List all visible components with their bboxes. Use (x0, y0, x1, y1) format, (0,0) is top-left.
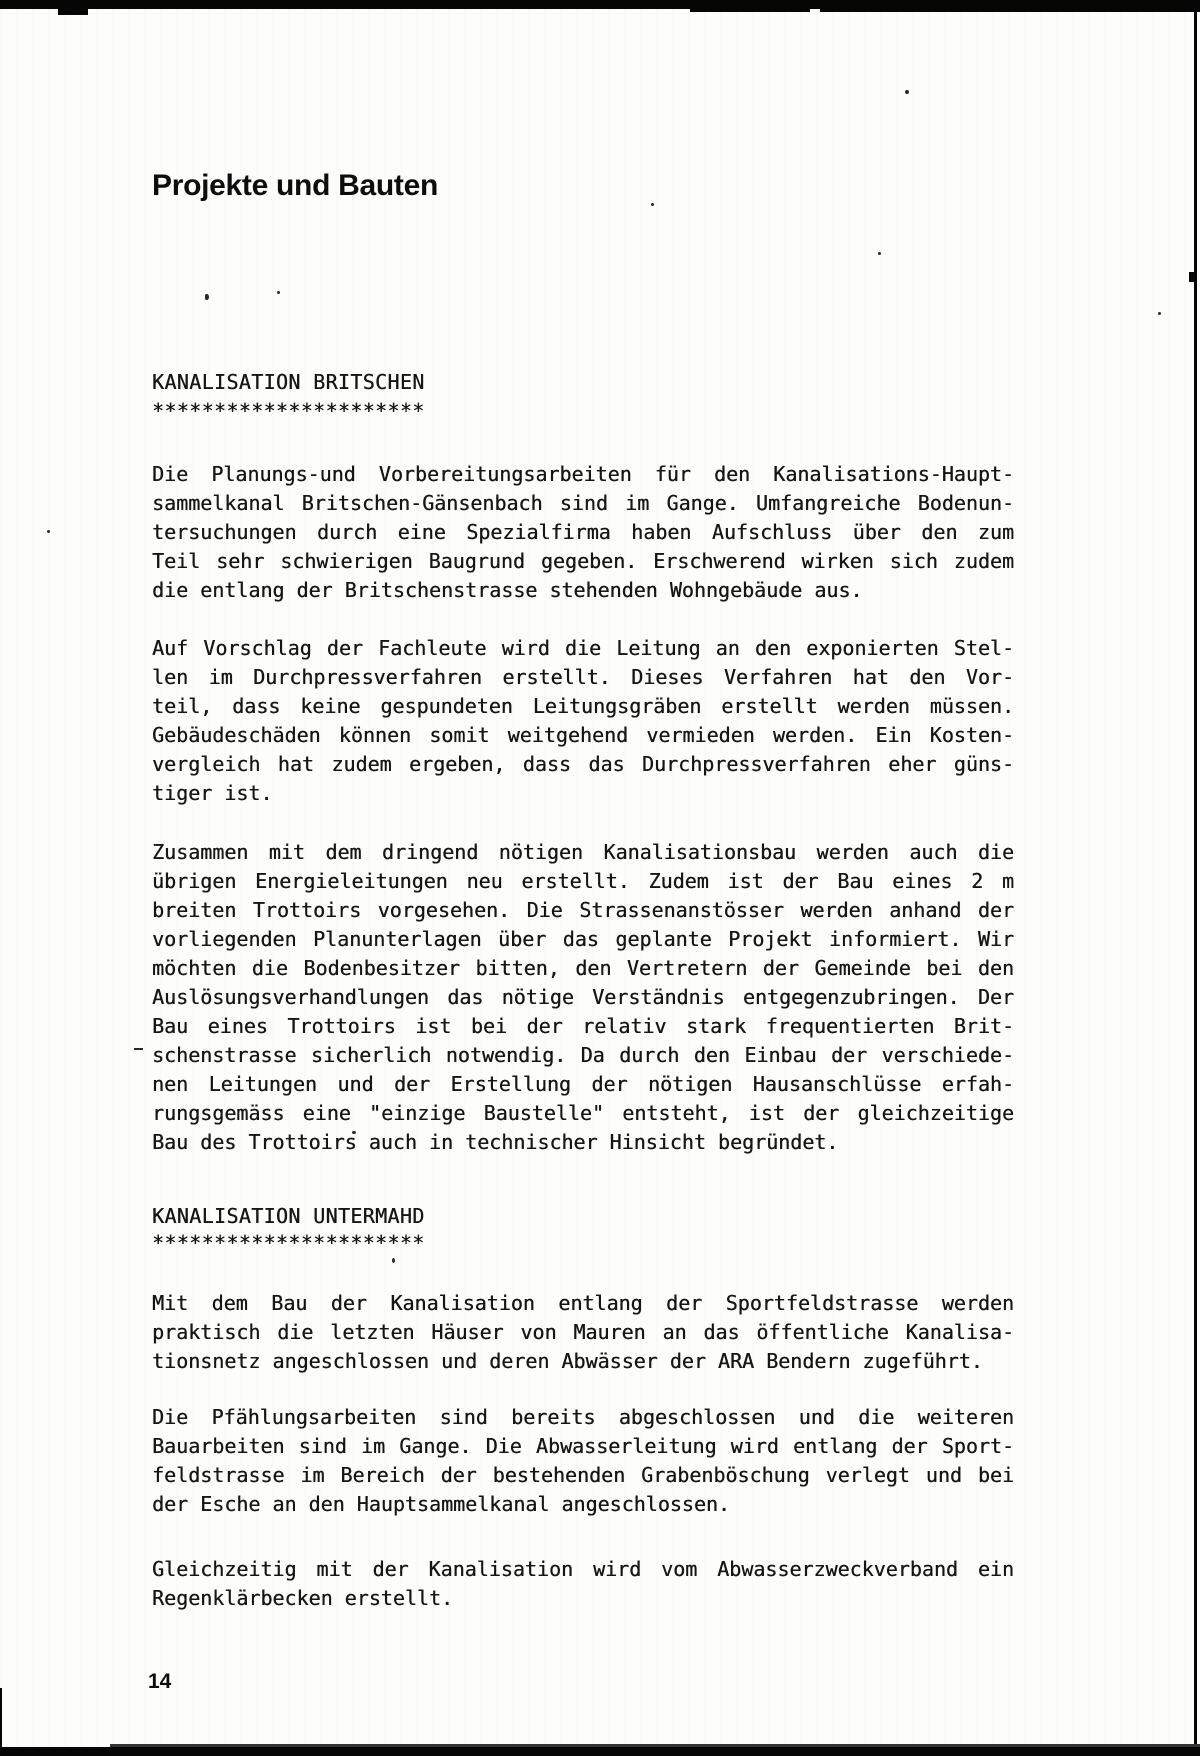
scan-speck (1158, 312, 1161, 315)
text-line: vergleich hat zudem ergeben, dass das Durchpressverfahren eher güns- (152, 752, 1014, 776)
scan-artifact-top-blob-mid (690, 9, 810, 12)
scan-speck (392, 1258, 395, 1263)
scan-speck (277, 291, 280, 294)
text-line: tersuchungen durch eine Spezialfirma haben Aufschluss über den zum (152, 520, 1014, 544)
text-line: len im Durchpressverfahren erstellt. Dieses Verfahren hat den Vor- (152, 665, 1014, 689)
paragraph (152, 1289, 1014, 1376)
text-line: Bau des Trottoirs auch in technischer Hinsicht begründet. (152, 1130, 839, 1154)
text-line: Gleichzeitig mit der Kanalisation wird vom Abwasserzweckverband ein (152, 1557, 1014, 1581)
scan-speck (134, 1048, 143, 1050)
scan-speck (651, 203, 654, 206)
scan-artifact-right-nub (1189, 272, 1196, 282)
paragraph (152, 1403, 1014, 1519)
scan-speck (878, 252, 881, 255)
text-line: tionsnetz angeschlossen und deren Abwässer der ARA Bendern zugeführt. (152, 1349, 983, 1373)
text-line: Auslösungsverhandlungen das nötige Verständnis entgegenzubringen. Der (152, 985, 1014, 1009)
text-line: vorliegenden Planunterlagen über das geplante Projekt informiert. Wir (152, 927, 1014, 951)
text-line: schenstrasse sicherlich notwendig. Da durch den Einbau der verschiede- (152, 1043, 1014, 1067)
text-line: Zusammen mit dem dringend nötigen Kanalisationsbau werden auch die (152, 840, 1014, 864)
text-line: sammelkanal Britschen-Gänsenbach sind im Gange. Umfangreiche Bodenun- (152, 491, 1014, 515)
scan-speck (47, 530, 50, 533)
paragraph (152, 838, 1014, 1157)
text-line: feldstrasse im Bereich der bestehenden Grabenböschung verlegt und bei (152, 1463, 1014, 1487)
text-line: nen Leitungen und der Erstellung der nötigen Hausanschlüsse erfah- (152, 1072, 1014, 1096)
text-line: Bau eines Trottoirs ist bei der relativ stark frequentierten Brit- (152, 1014, 1014, 1038)
scan-artifact-top-blob-right (820, 9, 1200, 12)
text-line: Die Pfählungsarbeiten sind bereits abgeschlossen und die weiteren (152, 1405, 1014, 1429)
paragraph (152, 1555, 1014, 1613)
section-heading: KANALISATION UNTERMAHD (152, 1204, 425, 1228)
scan-artifact-right-line (1194, 8, 1197, 1750)
paragraph (152, 460, 1014, 605)
page-number: 14 (148, 1670, 172, 1693)
section-heading: KANALISATION BRITSCHEN (152, 370, 425, 394)
scan-speck (905, 90, 909, 94)
scan-artifact-left-line (0, 1688, 2, 1750)
page-title: Projekte und Bauten (152, 169, 439, 202)
text-line: Auf Vorschlag der Fachleute wird die Leitung an den exponierten Stel- (152, 636, 1014, 660)
text-line: praktisch die letzten Häuser von Mauren an das öffentliche Kanalisa- (152, 1320, 1014, 1344)
text-line: Regenklärbecken erstellt. (152, 1586, 454, 1610)
text-line: breiten Trottoirs vorgesehen. Die Strassenanstösser werden anhand der (152, 898, 1014, 922)
text-line: Teil sehr schwierigen Baugrund gegeben. Erschwerend wirken sich zudem (152, 549, 1014, 573)
text-line: der Esche an den Hauptsammelkanal angeschlossen. (152, 1492, 730, 1516)
text-line: die entlang der Britschenstrasse stehenden Wohngebäude aus. (152, 578, 863, 602)
text-line: übrigen Energieleitungen neu erstellt. Zudem ist der Bau eines 2 m (152, 869, 1014, 893)
text-line: tiger ist. (152, 781, 273, 805)
section-heading-underline: ********************** (152, 399, 425, 423)
text-line: Die Planungs-und Vorbereitungsarbeiten für den Kanalisations-Haupt- (152, 462, 1014, 486)
text-line: Mit dem Bau der Kanalisation entlang der Sportfeldstrasse werden (152, 1291, 1014, 1315)
text-line: Gebäudeschäden können somit weitgehend vermieden werden. Ein Kosten- (152, 723, 1014, 747)
scan-artifact-top-bar (0, 0, 1200, 9)
paragraph (152, 634, 1014, 808)
text-line: Bauarbeiten sind im Gange. Die Abwasserleitung wird entlang der Sport- (152, 1434, 1014, 1458)
text-line: möchten die Bodenbesitzer bitten, den Vertretern der Gemeinde bei den (152, 956, 1014, 980)
section-heading-underline: ********************** (152, 1231, 425, 1255)
text-line: teil, dass keine gespundeten Leitungsgräben erstellt werden müssen. (152, 694, 1014, 718)
text-line: rungsgemäss eine "einzige Baustelle" entsteht, ist der gleichzeitige (152, 1101, 1014, 1125)
scan-artifact-bottom-bar (0, 1747, 1200, 1756)
scan-artifact-top-blob-left (58, 9, 88, 15)
scan-speck (205, 294, 209, 300)
